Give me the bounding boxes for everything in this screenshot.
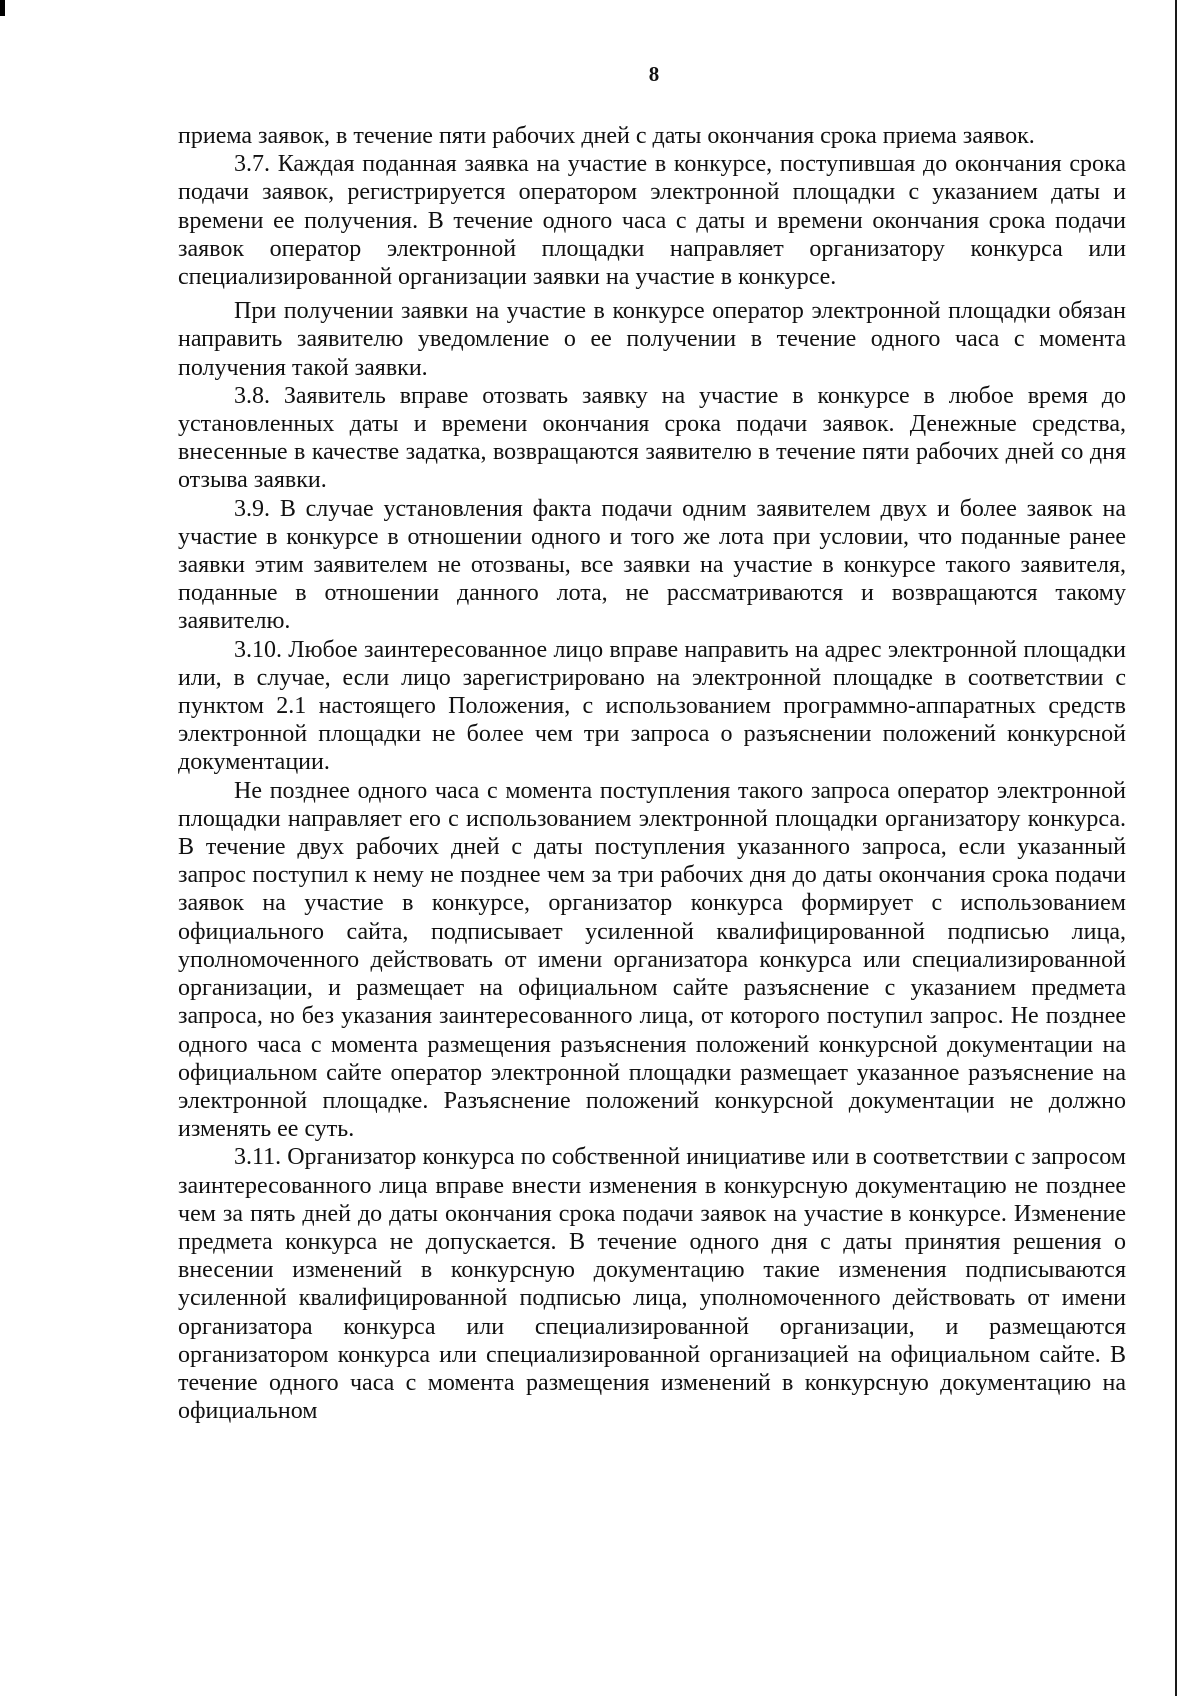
paragraph-receipt-notice: При получении заявки на участие в конкурсе оператор электронной площадки обязан направить заявителю уведомление о ее получении в течение одного часа с момента получения такой заявки. [178, 298, 1126, 381]
page-number: 8 [648, 62, 660, 86]
document-body [178, 122, 1126, 1425]
scan-edge-mark [0, 0, 5, 16]
paragraph-3-7: 3.7. Каждая поданная заявка на участие в конкурсе, поступившая до окончания срока подачи заявок, регистрируется оператором электронной площадки с указанием даты и времени ее получения. В течение одного часа с даты и времени окончания срока подачи заявок оператор электронной площадки направляет организатору конкурса или специализированной организации заявки на участие в конкурсе. [178, 151, 1126, 291]
paragraph-clarification: Не позднее одного часа с момента поступления такого запроса оператор электронной площадки направляет его с использованием электронной площадки организатору конкурса. В течение двух рабочих дней с даты поступления указанного запроса, если указанный запрос поступил к нему не позднее чем за три рабочих дня до даты окончания срока подачи заявок на участие в конкурсе, организатор конкурса формирует с использованием официального сайта, подписывает усиленной квалифицированной подписью лица, уполномоченного действовать от имени организатора конкурса или специализированной организации, и размещает на официальном сайте разъяснение с указанием предмета запроса, но без указания заинтересованного лица, от которого поступил запрос. Не позднее одного часа с момента размещения разъяснения положений конкурсной документации на официальном сайте оператор электронной площадки размещает указанное разъяснение на электронной площадке. Разъяснение положений конкурсной документации не должно изменять ее суть. [178, 777, 1126, 1143]
paragraph-continuation: приема заявок, в течение пяти рабочих дней с даты окончания срока приема заявок. [178, 123, 1035, 149]
paragraph-3-8: 3.8. Заявитель вправе отозвать заявку на участие в конкурсе в любое время до установленных даты и времени окончания срока подачи заявок. Денежные средства, внесенные в качестве задатка, возвращаются заявителю в течение пяти рабочих дней со дня отзыва заявки. [178, 382, 1126, 494]
paragraph-3-11: 3.11. Организатор конкурса по собственной инициативе или в соответствии с запросом заинтересованного лица вправе внести изменения в конкурсную документацию не позднее чем за пять дней до даты окончания срока подачи заявок на участие в конкурсе. Изменение предмета конкурса не допускается. В течение одного дня с даты принятия решения о внесении изменений в конкурсную документацию такие изменения подписываются усиленной квалифицированной подписью лица, уполномоченного действовать от имени организатора конкурса или специализированной организации, и размещаются организатором конкурса или специализированной организацией на официальном сайте. В течение одного часа с момента размещения изменений в конкурсную документацию на официальном [178, 1144, 1126, 1425]
paragraph-3-10: 3.10. Любое заинтересованное лицо вправе направить на адрес электронной площадки или, в случае, если лицо зарегистрировано на электронной площадке в соответствии с пунктом 2.1 настоящего Положения, с использованием программно-аппаратных средств электронной площадки не более чем три запроса о разъяснении положений конкурсной документации. [178, 636, 1126, 776]
paragraph-3-9: 3.9. В случае установления факта подачи одним заявителем двух и более заявок на участие в конкурсе в отношении одного и того же лота при условии, что поданные ранее заявки этим заявителем не отозваны, все заявки на участие в конкурсе такого заявителя, поданные в отношении данного лота, не рассматриваются и возвращаются такому заявителю. [178, 495, 1126, 635]
scan-margin-line [1175, 0, 1177, 1696]
